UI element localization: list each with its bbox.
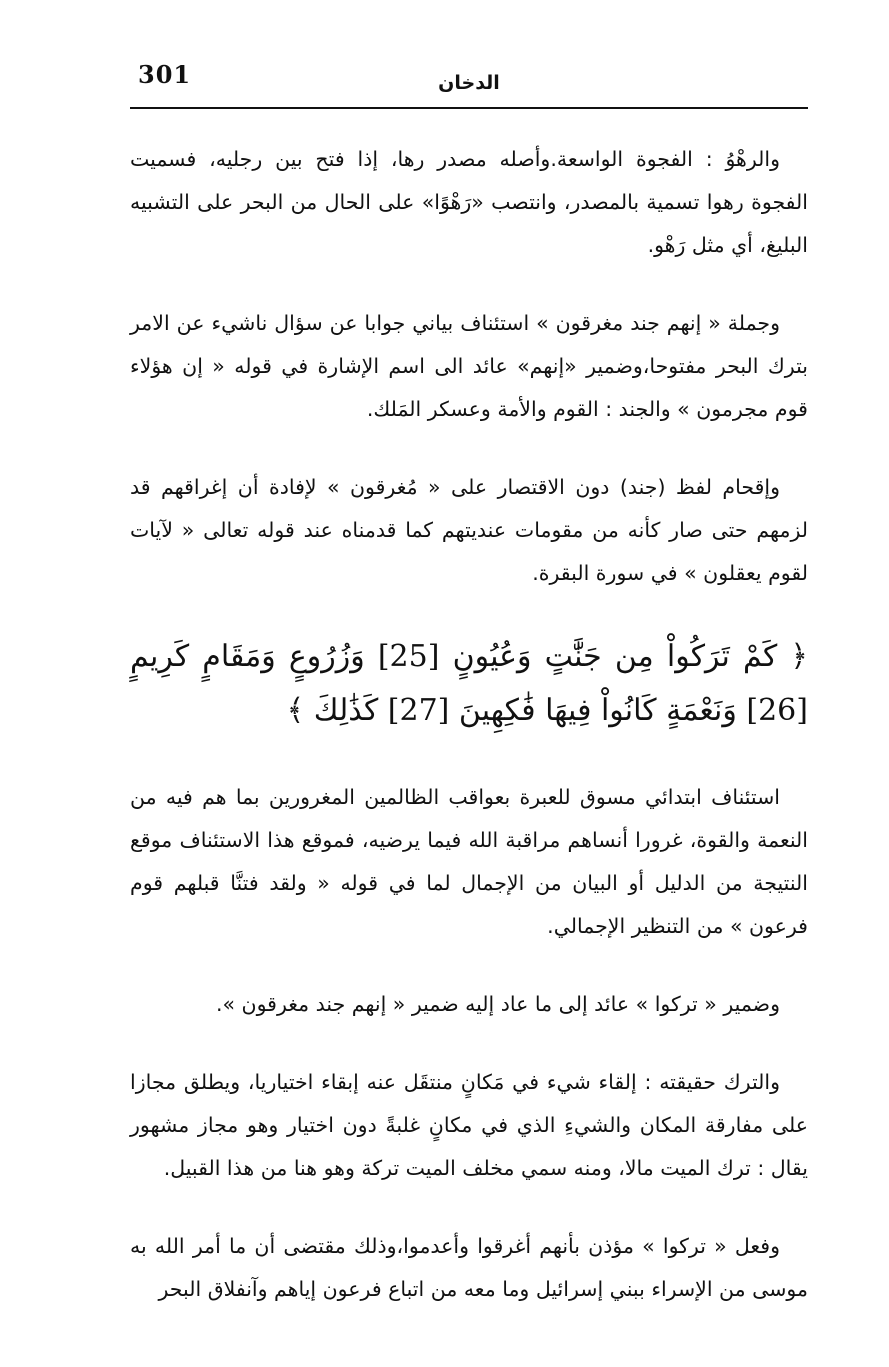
verse-close-bracket: ﴾ (286, 693, 305, 728)
verse-open-bracket: ﴿ (790, 639, 808, 674)
quran-verse (130, 630, 808, 738)
paragraph-istinaf: استئناف ابتدائي مسوق للعبرة بعواقب الظالمين المغرورين بما هم فيه من النعمة والقوة، غرورا أنساهم مراقبة الله فيما يرضيه، فموقع هذا الاستئناف موقع النتيجة من الدليل أو البيان من الإجمال لما في قوله « ولقد فتنَّا قبلهم قوم فرعون » من التنظير الإجمالي. (130, 785, 808, 938)
paragraph-rahw: والرهْوُ : الفجوة الواسعة.وأصله مصدر رها، إذا فتح بين رجليه، فسميت الفجوة رهوا تسمية بالمصدر، وانتصب «رَهْوًا» على الحال من البحر على التشبيه البليغ، أي مثل رَهْو. (130, 147, 808, 257)
page-body (130, 138, 808, 1346)
running-title: الدخان (438, 72, 500, 94)
page-number: 301 (138, 60, 192, 89)
paragraph-jund-sentence: وجملة « إنهم جند مغرقون » استئناف بياني جوابا عن سؤال ناشيء عن الامر بترك البحر مفتوحا،وضمير «إنهم» عائد الى اسم الإشارة في قوله « إن هؤلاء قوم مجرمون » والجند : القوم والأمة وعسكر المَلك. (130, 311, 808, 421)
paragraph-damir: وضمير « تركوا » عائد إلى ما عاد إليه ضمير « إنهم جند مغرقون ». (215, 992, 780, 1016)
paragraph-iqham: وإقحام لفظ (جند) دون الاقتصار على « مُغرقون » لإفادة أن إغراقهم قد لزمهم حتى صار كأنه من مقومات عنديتهم كما قدمناه عند قوله تعالى « لآيات لقوم يعقلون » في سورة البقرة. (130, 475, 808, 585)
verse-text: كَمْ تَرَكُواْ مِن جَنَّٰتٍ وَعُيُونٍ [25] وَزُرُوعٍ وَمَقَامٍ كَرِيمٍ [26] وَنَعْمَةٍ كَانُواْ فِيهَا فَٰكِهِينَ [27] كَذَٰلِكَ (130, 639, 808, 728)
paragraph-fil-tarakoo: وفعل « تركوا » مؤذن بأنهم أغرقوا وأعدموا،وذلك مقتضى أن ما أمر الله به موسى من الإسراء ببني إسرائيل وما معه من اتباع فرعون إياهم وآنفلاق البحر (130, 1234, 808, 1301)
header-rule (130, 107, 808, 109)
page-header (130, 58, 808, 102)
paragraph-tark: والترك حقيقته : إلقاء شيء في مَكانٍ منتقَل عنه إبقاء اختياريا، ويطلق مجازا على مفارقة المكان والشيءِ الذي في مكانٍ غلبةً دون اختيار وهو مجاز مشهور يقال : ترك الميت مالا، ومنه سمي مخلف الميت تركة وهو هنا من هذا القبيل. (130, 1070, 808, 1180)
